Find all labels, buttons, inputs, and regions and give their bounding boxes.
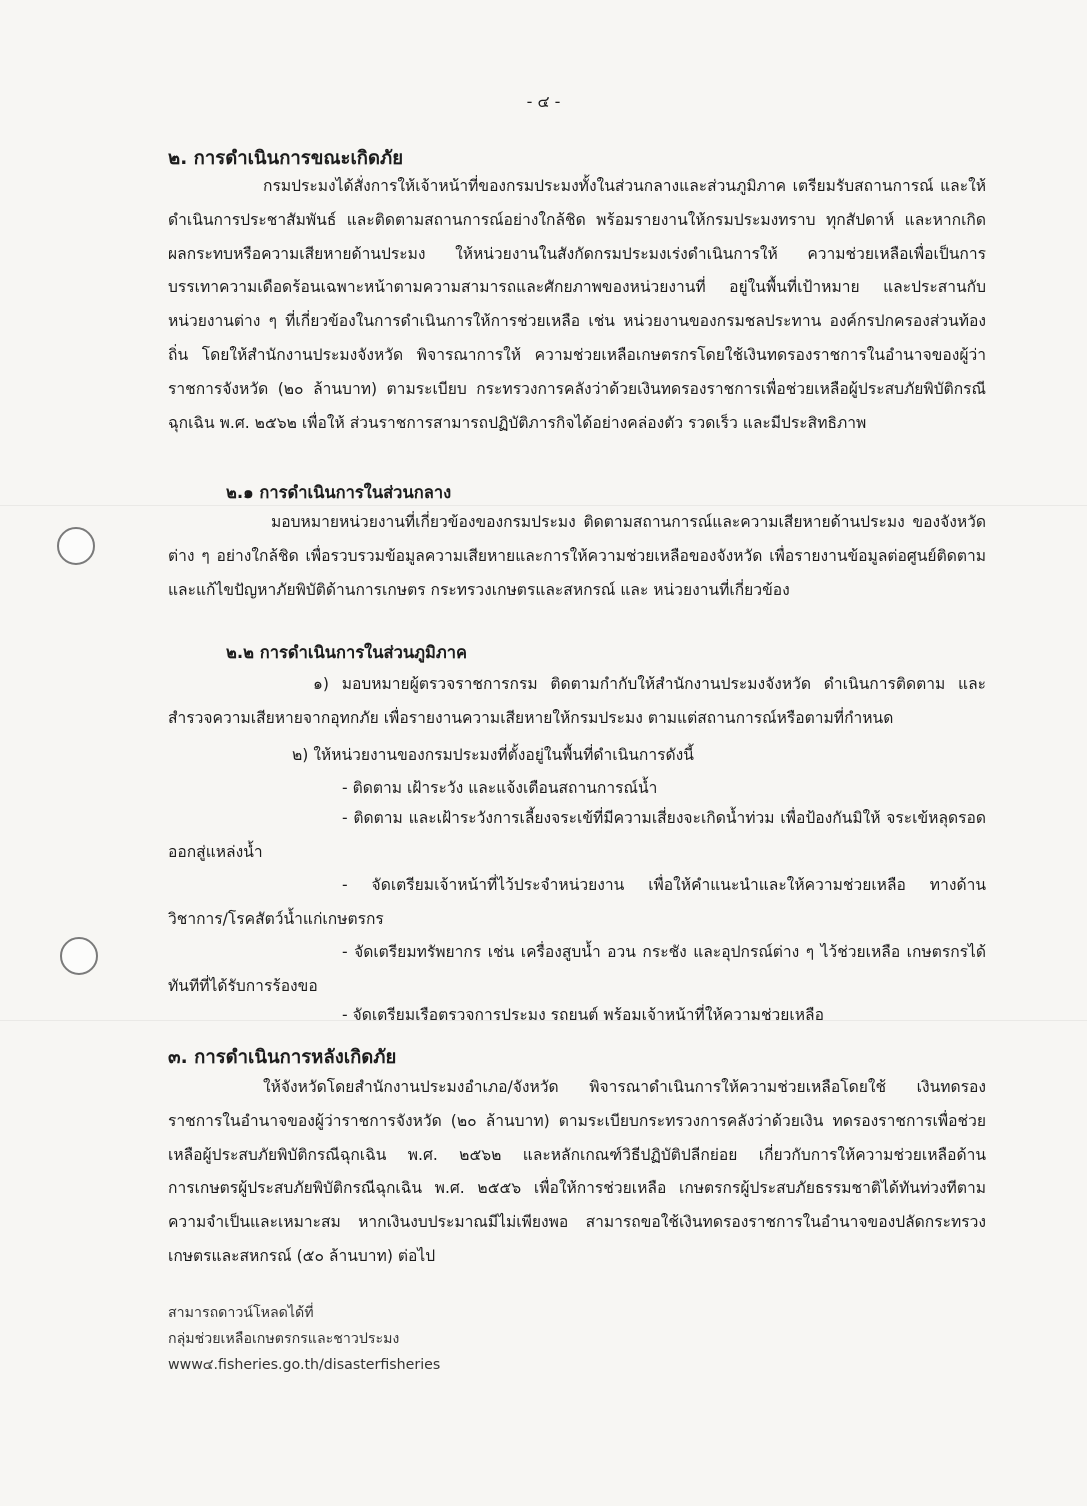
footer-url[interactable]: www๔.fisheries.go.th/disasterfisheries xyxy=(168,1357,441,1373)
list-item: - จัดเตรียมเรือตรวจการประมง รถยนต์ พร้อมเจ้าหน้าที่ให้ความช่วยเหลือ xyxy=(342,1006,824,1024)
section-2-heading: ๒. การดำเนินการขณะเกิดภัย xyxy=(168,148,404,169)
list-item: - จัดเตรียมเจ้าหน้าที่ไว้ประจำหน่วยงาน เพื่อให้คำแนะนำและให้ความช่วยเหลือ ทางด้านวิชาการ/โรคสัตว์น้ำแก่เกษตรกร xyxy=(168,876,986,928)
footer-line-1: สามารถดาวน์โหลดได้ที่ xyxy=(168,1305,314,1321)
list-item: - จัดเตรียมทรัพยากร เช่น เครื่องสูบน้ำ อวน กระชัง และอุปกรณ์ต่าง ๆ ไว้ช่วยเหลือ เกษตรกรได้ทันทีที่ได้รับการร้องขอ xyxy=(168,943,986,995)
download-footer xyxy=(168,1300,440,1378)
section-3-heading: ๓. การดำเนินการหลังเกิดภัย xyxy=(168,1047,397,1068)
punch-hole-icon xyxy=(60,937,98,975)
section-2-1-body: มอบหมายหน่วยงานที่เกี่ยวข้องของกรมประมง ติดตามสถานการณ์และความเสียหายด้านประมง ของจังหวัดต่าง ๆ อย่างใกล้ชิด เพื่อรวบรวมข้อมูลความเสียหายและการให้ความช่วยเหลือของจังหวัด เพื่อรายงานข้อมูลต่อศูนย์ติดตามและแก้ไขปัญหาภัยพิบัติด้านการเกษตร กระทรวงเกษตรและสหกรณ์ และ หน่วยงานที่เกี่ยวข้อง xyxy=(168,513,986,599)
section-2-1-heading: ๒.๑ การดำเนินการในส่วนกลาง xyxy=(226,483,452,502)
footer-line-2: กลุ่มช่วยเหลือเกษตรกรและชาวประมง xyxy=(168,1331,400,1347)
page-number: - ๔ - xyxy=(526,92,561,111)
punch-hole-icon xyxy=(57,527,95,565)
section-2-body: กรมประมงได้สั่งการให้เจ้าหน้าที่ของกรมประมงทั้งในส่วนกลางและส่วนภูมิภาค เตรียมรับสถานการณ์ และให้ดำเนินการประชาสัมพันธ์ และติดตามสถานการณ์อย่างใกล้ชิด พร้อมรายงานให้กรมประมงทราบ ทุกสัปดาห์ และหากเกิดผลกระทบหรือความเสียหายด้านประมง ให้หน่วยงานในสังกัดกรมประมงเร่งดำเนินการให้ ความช่วยเหลือเพื่อเป็นการบรรเทาความเดือดร้อนเฉพาะหน้าตามความสามารถและศักยภาพของหน่วยงานที่ อยู่ในพื้นที่เป้าหมาย และประสานกับหน่วยงานต่าง ๆ ที่เกี่ยวข้องในการดำเนินการให้การช่วยเหลือ เช่น หน่วยงานของกรมชลประทาน องค์กรปกครองส่วนท้องถิ่น โดยให้สำนักงานประมงจังหวัด พิจารณาการให้ ความช่วยเหลือเกษตรกรโดยใช้เงินทดรองราชการในอำนาจของผู้ว่าราชการจังหวัด (๒๐ ล้านบาท) ตามระเบียบ กระทรวงการคลังว่าด้วยเงินทดรองราชการเพื่อช่วยเหลือผู้ประสบภัยพิบัติกรณีฉุกเฉิน พ.ศ. ๒๕๖๒ เพื่อให้ ส่วนราชการสามารถปฏิบัติภารกิจได้อย่างคล่องตัว รวดเร็ว และมีประสิทธิภาพ xyxy=(168,177,986,432)
list-item: - ติดตาม เฝ้าระวัง และแจ้งเตือนสถานการณ์น้ำ xyxy=(342,779,658,797)
list-item: - ติดตาม และเฝ้าระวังการเลี้ยงจระเข้ที่มีความเสี่ยงจะเกิดน้ำท่วม เพื่อป้องกันมิให้ จระเข้หลุดรอดออกสู่แหล่งน้ำ xyxy=(168,809,986,861)
section-2-2-heading: ๒.๒ การดำเนินการในส่วนภูมิภาค xyxy=(226,643,468,662)
section-3-body: ให้จังหวัดโดยสำนักงานประมงอำเภอ/จังหวัด พิจารณาดำเนินการให้ความช่วยเหลือโดยใช้ เงินทดรองราชการในอำนาจของผู้ว่าราชการจังหวัด (๒๐ ล้านบาท) ตามระเบียบกระทรวงการคลังว่าด้วยเงิน ทดรองราชการเพื่อช่วยเหลือผู้ประสบภัยพิบัติกรณีฉุกเฉิน พ.ศ. ๒๕๖๒ และหลักเกณฑ์วิธีปฏิบัติปลีกย่อย เกี่ยวกับการให้ความช่วยเหลือด้านการเกษตรผู้ประสบภัยพิบัติกรณีฉุกเฉิน พ.ศ. ๒๕๕๖ เพื่อให้การช่วยเหลือ เกษตรกรผู้ประสบภัยธรรมชาติได้ทันท่วงทีตามความจำเป็นและเหมาะสม หากเงินงบประมาณมีไม่เพียงพอ สามารถขอใช้เงินทดรองราชการในอำนาจของปลัดกระทรวงเกษตรและสหกรณ์ (๕๐ ล้านบาท) ต่อไป xyxy=(168,1078,986,1265)
section-2-2-item-2: ๒) ให้หน่วยงานของกรมประมงที่ตั้งอยู่ในพื้นที่ดำเนินการดังนี้ xyxy=(292,746,694,764)
section-2-2-item-1: ๑) มอบหมายผู้ตรวจราชการกรม ติดตามกำกับให้สำนักงานประมงจังหวัด ดำเนินการติดตาม และสำรวจความเสียหายจากอุทกภัย เพื่อรายงานความเสียหายให้กรมประมง ตามแต่สถานการณ์หรือตามที่กำหนด xyxy=(168,675,986,727)
